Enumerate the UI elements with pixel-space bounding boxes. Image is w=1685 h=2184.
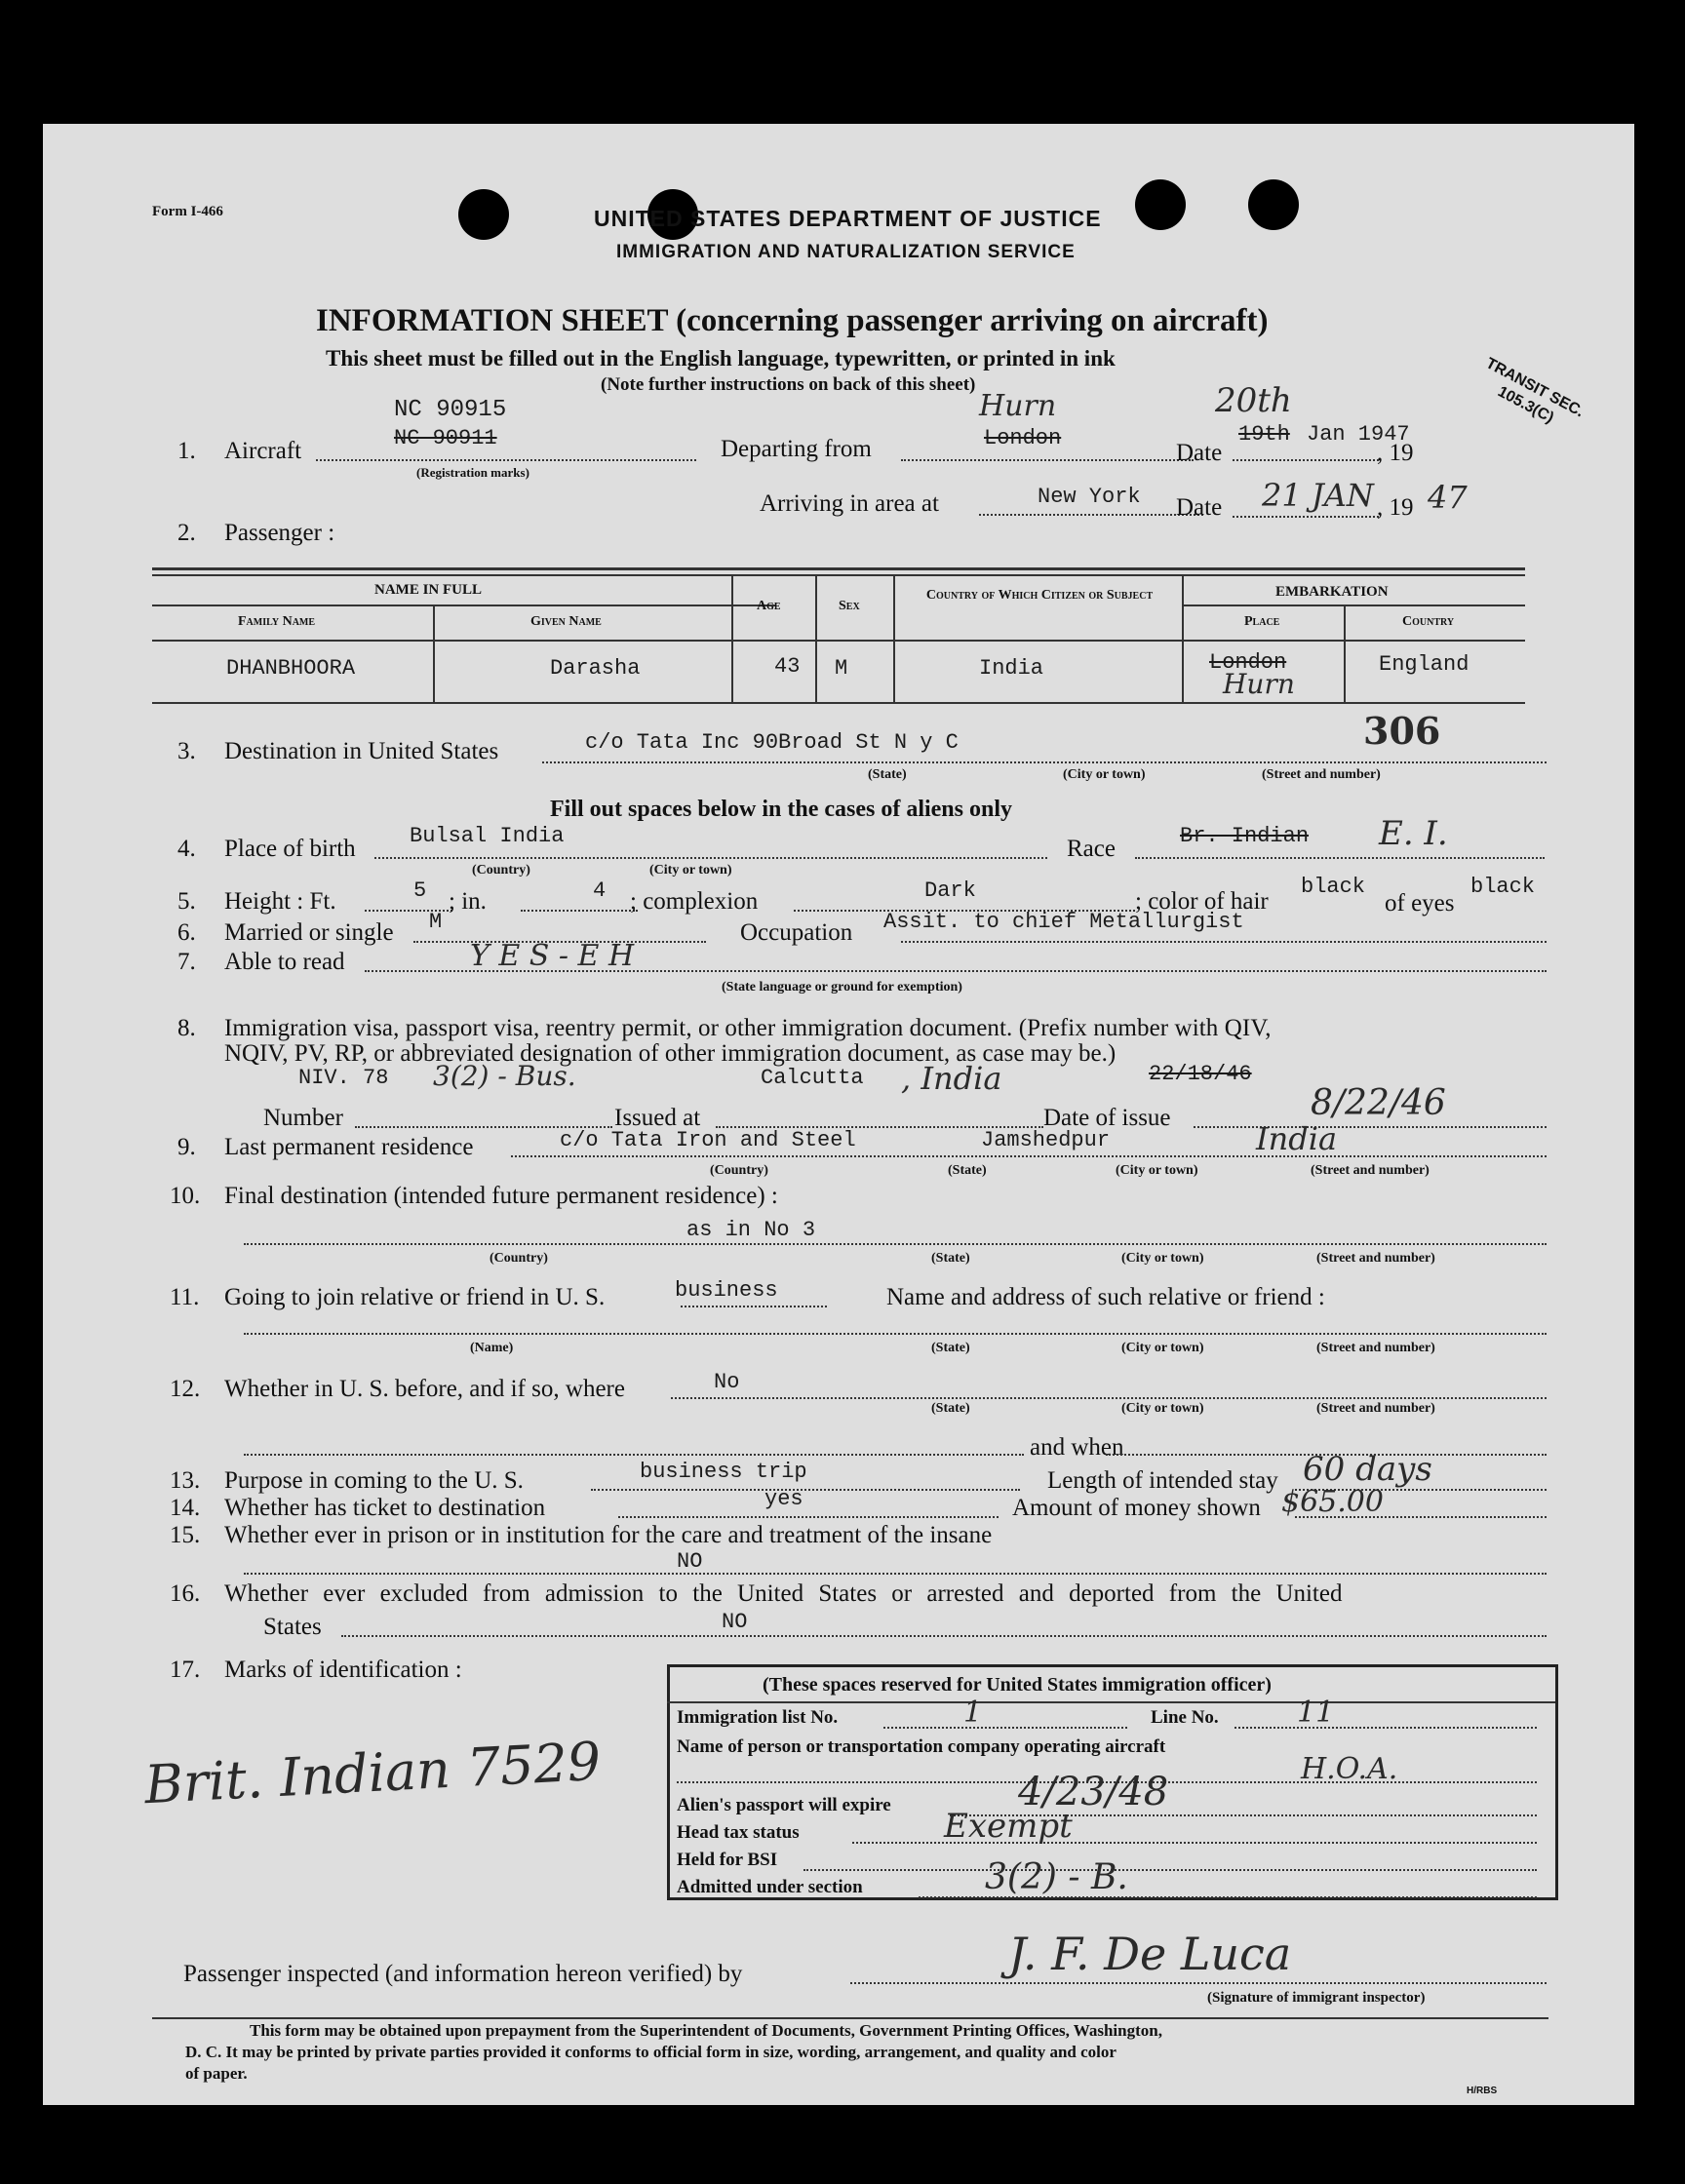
destination-label: Destination in United States [224, 738, 499, 764]
inspected-label: Passenger inspected (and information hereon verified) by [183, 1961, 743, 1987]
line-label: Line No. [1151, 1707, 1219, 1728]
city-caption: (City or town) [1121, 1341, 1204, 1355]
given-name-value: Darasha [550, 656, 641, 681]
inspector-signature: J. F. De Luca [1008, 1928, 1292, 1980]
purpose-value: business trip [640, 1460, 807, 1484]
item-number: 10. [170, 1183, 201, 1209]
name-in-full-header: NAME IN FULL [374, 582, 483, 598]
arriving-value: New York [1038, 485, 1141, 509]
department-title: UNITED STATES DEPARTMENT OF JUSTICE [594, 206, 1102, 231]
read-label: Able to read [224, 949, 345, 975]
document-class-hand: 3(2) - Bus. [433, 1060, 576, 1092]
item-number: 7. [177, 949, 196, 975]
hair-label: ; color of hair [1135, 888, 1269, 915]
punch-hole [1248, 179, 1299, 230]
footer-code: H/RBS [1467, 2086, 1498, 2096]
residence-label: Last permanent residence [224, 1134, 474, 1160]
aircraft-label: Aircraft [224, 438, 302, 464]
transit-stamp: TRANSIT SEC. 105.3(C) [1482, 355, 1587, 427]
race-label: Race [1067, 836, 1116, 862]
item-number: 6. [177, 919, 196, 946]
residence-hand: India [1256, 1120, 1338, 1157]
document-text-2: NQIV, PV, RP, or abbreviated designation of other immigration document, as case may be.) [224, 1040, 1117, 1067]
street-caption: (Street and number) [1311, 1163, 1430, 1178]
item-number: 12. [170, 1376, 201, 1402]
read-caption: (State language or ground for exemption) [722, 980, 962, 994]
occupation-label: Occupation [740, 919, 853, 946]
punch-hole [458, 189, 509, 240]
aircraft-value: NC 90915 [394, 397, 507, 423]
date-rest: Jan 1947 [1307, 422, 1410, 447]
final-destination-label: Final destination (intended future permanent residence) : [224, 1183, 778, 1209]
item-number: 11. [170, 1284, 200, 1310]
arriving-label: Arriving in area at [760, 490, 939, 517]
document-issued-value: Calcutta [761, 1066, 864, 1090]
marital-value: M [429, 910, 443, 934]
item-number: 3. [177, 738, 196, 764]
form-note: (Note further instructions on back of this sheet) [601, 374, 976, 395]
arriving-date-label: Date [1176, 494, 1223, 521]
join-value: business [675, 1278, 778, 1303]
marks-label: Marks of identification : [224, 1657, 462, 1683]
departing-value: London [984, 426, 1062, 450]
state-caption: (State) [931, 1251, 970, 1266]
passenger-label: Passenger : [224, 520, 335, 546]
hair-value: black [1301, 875, 1366, 899]
item-number: 5. [177, 888, 196, 915]
street-caption: (Street and number) [1316, 1341, 1435, 1355]
service-title: IMMIGRATION AND NATURALIZATION SERVICE [616, 242, 1076, 262]
form-title: INFORMATION SHEET (concerning passenger arriving on aircraft) [316, 303, 1269, 338]
before-value: No [714, 1370, 740, 1394]
number-label: Number [263, 1105, 343, 1131]
embark-country-value: England [1379, 652, 1469, 677]
form-number: Form I-466 [152, 204, 223, 219]
admitted-label: Admitted under section [677, 1877, 863, 1897]
state-caption: (State) [868, 767, 907, 782]
arriving-year-prefix: , 19 [1377, 494, 1414, 521]
citizen-value: India [979, 656, 1044, 681]
country-caption: (Country) [472, 863, 530, 878]
money-label: Amount of money shown [1012, 1495, 1261, 1521]
item-number: 8. [177, 1015, 196, 1041]
relative-name-label: Name and address of such relative or friend : [886, 1284, 1325, 1310]
document-number-value: NIV. 78 [298, 1066, 389, 1090]
document-issued-hand: , India [901, 1060, 1002, 1097]
bsi-label: Held for BSI [677, 1850, 778, 1870]
final-destination-value: as in No 3 [686, 1218, 816, 1242]
item-number: 14. [170, 1495, 201, 1521]
operator-label: Name of person or transportation company operating aircraft [677, 1736, 1166, 1757]
excluded-value: NO [722, 1610, 748, 1634]
join-label: Going to join relative or friend in U. S. [224, 1284, 606, 1310]
read-value: Y E S - E H [470, 939, 635, 973]
country-caption: (Country) [710, 1163, 768, 1178]
residence-city-value: Jamshedpur [981, 1128, 1111, 1152]
occupation-value: Assit. to chief Metallurgist [883, 910, 1244, 934]
headtax-label: Head tax status [677, 1822, 800, 1843]
sex-value: M [835, 656, 848, 681]
signature-caption: (Signature of immigrant inspector) [1207, 1990, 1426, 2006]
height-in-value: 4 [593, 878, 607, 903]
city-caption: (City or town) [649, 863, 732, 878]
footer-line-3: of paper. [185, 2064, 248, 2083]
birthplace-value: Bulsal India [410, 824, 565, 848]
race-hand: E. I. [1379, 814, 1448, 853]
issued-label: Issued at [614, 1105, 701, 1131]
street-caption: (Street and number) [1316, 1251, 1435, 1266]
place-struck-value: London [1209, 650, 1287, 675]
sex-header: Sex [839, 599, 860, 613]
marks-hand: Brit. Indian 7529 [142, 1730, 603, 1816]
item-number: 9. [177, 1134, 196, 1160]
destination-value: c/o Tata Inc 90Broad St N y C [585, 730, 959, 755]
item-number: 15. [170, 1522, 201, 1548]
footer-line-2: D. C. It may be printed by private parties provided it conforms to official form in size, wording, arrangement, and quality and color [185, 2043, 1117, 2061]
family-name-value: DHANBHOORA [226, 656, 356, 681]
departing-hand: Hurn [979, 389, 1057, 423]
item-number: 16. [170, 1580, 201, 1607]
state-caption: (State) [931, 1401, 970, 1416]
city-caption: (City or town) [1121, 1251, 1204, 1266]
list-label: Immigration list No. [677, 1707, 839, 1728]
destination-street-hand: 306 [1363, 709, 1441, 753]
excluded-label: Whether ever excluded from admission to the United States or arrested and deported from the United [224, 1580, 1343, 1607]
document-text-1: Immigration visa, passport visa, reentry permit, or other immigration document. (Prefix number with QIV, [224, 1015, 1272, 1041]
when-label: and when [1030, 1434, 1124, 1461]
street-caption: (Street and number) [1262, 767, 1381, 782]
date-of-issue-label: Date of issue [1043, 1105, 1171, 1131]
eyes-value: black [1470, 875, 1536, 899]
complexion-label: ; complexion [630, 888, 759, 915]
country-caption: (Country) [490, 1251, 548, 1266]
document-date-hand: 8/22/46 [1311, 1083, 1446, 1123]
given-name-header: Given Name [530, 614, 602, 629]
aircraft-struck-value: NC 90911 [394, 426, 497, 450]
form-subtitle: This sheet must be filled out in the English language, typewritten, or printed in ink [326, 346, 1116, 370]
marital-label: Married or single [224, 919, 394, 946]
street-caption: (Street and number) [1316, 1401, 1435, 1416]
item-number: 2. [177, 520, 196, 546]
passport-value: 4/23/48 [1018, 1770, 1169, 1814]
height-in-label: ; in. [449, 888, 487, 915]
ticket-label: Whether has ticket to destination [224, 1495, 546, 1521]
departing-label: Departing from [721, 436, 872, 462]
place-header: Place [1244, 614, 1280, 629]
purpose-label: Purpose in coming to the U. S. [224, 1467, 524, 1494]
money-hand: $65.00 [1281, 1485, 1384, 1519]
height-label: Height : Ft. [224, 888, 336, 915]
ticket-value: yes [764, 1487, 803, 1511]
operator-value: H.O.A. [1301, 1752, 1398, 1786]
arriving-date-value: 21 JAN [1262, 477, 1374, 514]
admitted-value: 3(2) - B. [985, 1857, 1128, 1897]
stay-label: Length of intended stay [1047, 1467, 1278, 1494]
state-caption: (State) [948, 1163, 987, 1178]
date-typed: 19th [1238, 422, 1290, 447]
date-label: Date [1176, 440, 1223, 466]
embarkation-header: EMBARKATION [1275, 584, 1389, 600]
complexion-value: Dark [924, 878, 976, 903]
birthplace-label: Place of birth [224, 836, 356, 862]
family-name-header: Family Name [238, 614, 316, 629]
item-number: 1. [177, 438, 196, 464]
height-ft-value: 5 [413, 878, 427, 903]
aliens-heading: Fill out spaces below in the cases of aliens only [550, 797, 1013, 822]
city-caption: (City or town) [1116, 1163, 1198, 1178]
line-value: 11 [1297, 1696, 1335, 1730]
age-header: Age [757, 599, 781, 613]
before-label: Whether in U. S. before, and if so, where [224, 1376, 625, 1402]
item-number: 17. [170, 1657, 201, 1683]
item-number: 4. [177, 836, 196, 862]
citizen-country-header: Country of Which Citizen or Subject [925, 588, 1154, 603]
city-caption: (City or town) [1121, 1401, 1204, 1416]
stay-hand: 60 days [1303, 1450, 1432, 1489]
document-date-typed: 22/18/46 [1149, 1062, 1252, 1086]
state-caption: (State) [931, 1341, 970, 1355]
city-caption: (City or town) [1063, 767, 1146, 782]
year-suffix: , 19 [1377, 440, 1414, 466]
place-hand-value: Hurn [1223, 668, 1295, 700]
footer-line-1: This form may be obtained upon prepayment from the Superintendent of Documents, Government Printing Offices, Washington, [250, 2021, 1162, 2040]
officer-box-heading: (These spaces reserved for United States immigration officer) [763, 1674, 1272, 1696]
excluded-label-2: States [263, 1614, 322, 1640]
prison-label: Whether ever in prison or in institution for the care and treatment of the insane [224, 1522, 993, 1548]
punch-hole [1135, 179, 1186, 230]
age-value: 43 [774, 654, 801, 679]
registration-caption: (Registration marks) [416, 465, 529, 480]
list-value: 1 [963, 1696, 983, 1730]
name-caption: (Name) [470, 1341, 514, 1355]
race-value: Br. Indian [1180, 824, 1310, 848]
eyes-label: of eyes [1385, 890, 1455, 916]
embark-country-header: Country [1402, 614, 1455, 629]
form-sheet [43, 124, 1634, 2105]
prison-value: NO [677, 1549, 703, 1574]
date-hand: 20th [1215, 381, 1292, 420]
headtax-value: Exempt [944, 1807, 1073, 1846]
arriving-year-value: 47 [1428, 479, 1468, 516]
passport-label: Alien's passport will expire [677, 1795, 891, 1815]
residence-value: c/o Tata Iron and Steel [560, 1128, 856, 1152]
item-number: 13. [170, 1467, 201, 1494]
